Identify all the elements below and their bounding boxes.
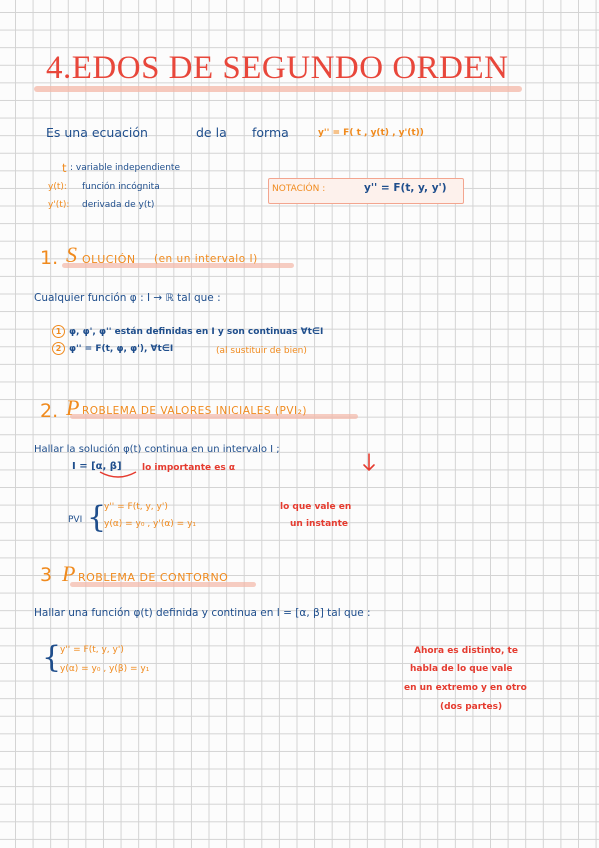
section3-statement: Hallar una función φ(t) definida y continua en I = [α, β] tal que : [34, 607, 371, 619]
section1-condition-2 [52, 342, 173, 355]
section1-number: 1. [40, 247, 59, 269]
section3-note-line-1: Ahora es distinto, te [414, 646, 518, 656]
section2-heading: ROBLEMA DE VALORES INICIALES (PVI₂) [82, 405, 307, 417]
intro-equation: y'' = F( t , y(t) , y'(t)) [318, 128, 424, 138]
section3-note-line-4: (dos partes) [440, 702, 503, 712]
def-y-desc: función incógnita [82, 182, 160, 192]
section1-statement: Cualquier función φ : I → ℝ tal que : [34, 292, 221, 304]
section2-important-note: lo importante es α [142, 463, 236, 473]
pvi-brace: { [87, 500, 107, 535]
def-t-symbol: t [62, 161, 67, 175]
section2-interval: I = [α, β] [72, 461, 122, 472]
def-y-symbol: y(t): [48, 182, 67, 192]
section2-initial: P [66, 395, 80, 420]
condition-2-marker: 2 [52, 342, 65, 355]
contour-brace: { [42, 640, 62, 675]
arrow-down-icon [360, 452, 380, 474]
pvi-equation-1: y'' = F(t, y, y') [104, 502, 168, 512]
section1-condition-1 [52, 325, 323, 338]
section3-heading: ROBLEMA DE CONTORNO [78, 571, 229, 584]
section2-number: 2. [40, 400, 59, 422]
contour-equation-1: y'' = F(t, y, y') [60, 645, 124, 655]
pvi-equation-2: y(α) = y₀ , y'(α) = y₁ [104, 519, 197, 529]
section3-note-line-3: en un extremo y en otro [404, 683, 527, 693]
section2-note-line-2: un instante [290, 519, 348, 529]
pvi-label: PVI [68, 515, 83, 525]
contour-equation-2: y(α) = y₀ , y(β) = y₁ [60, 664, 150, 674]
notation-formula: y'' = F(t, y, y') [364, 182, 447, 194]
section1-initial: S [66, 242, 77, 267]
def-t-desc: : variable independiente [70, 163, 180, 173]
section2-note-line-1: lo que vale en [280, 502, 352, 512]
section2-statement: Hallar la solución φ(t) continua en un intervalo I ; [34, 444, 280, 455]
condition-1-text: φ, φ', φ'' están definidas en I y son continuas ∀t∈I [69, 327, 324, 337]
condition-2-note: (al sustituir de bien) [216, 346, 307, 356]
def-yp-desc: derivada de y(t) [82, 200, 155, 210]
condition-2-text: φ'' = F(t, φ, φ'), ∀t∈I [69, 344, 174, 354]
section3-note-line-2: habla de lo que vale [410, 664, 513, 674]
section1-heading: OLUCIÓN [82, 253, 136, 266]
section3-initial: P [62, 561, 76, 586]
section1-suffix: (en un intervalo I) [154, 253, 258, 265]
section3-number: 3 [40, 564, 53, 586]
intro-de-la: de la [196, 125, 227, 140]
condition-1-marker: 1 [52, 325, 65, 338]
def-yp-symbol: y'(t): [48, 200, 70, 210]
notation-label: NOTACIÓN : [272, 184, 326, 194]
intro-forma: forma [252, 125, 289, 140]
alpha-circle-mark [98, 470, 138, 480]
page-title: 4.EDOS DE SEGUNDO ORDEN [46, 50, 509, 86]
intro-lead: Es una ecuación [46, 125, 148, 140]
